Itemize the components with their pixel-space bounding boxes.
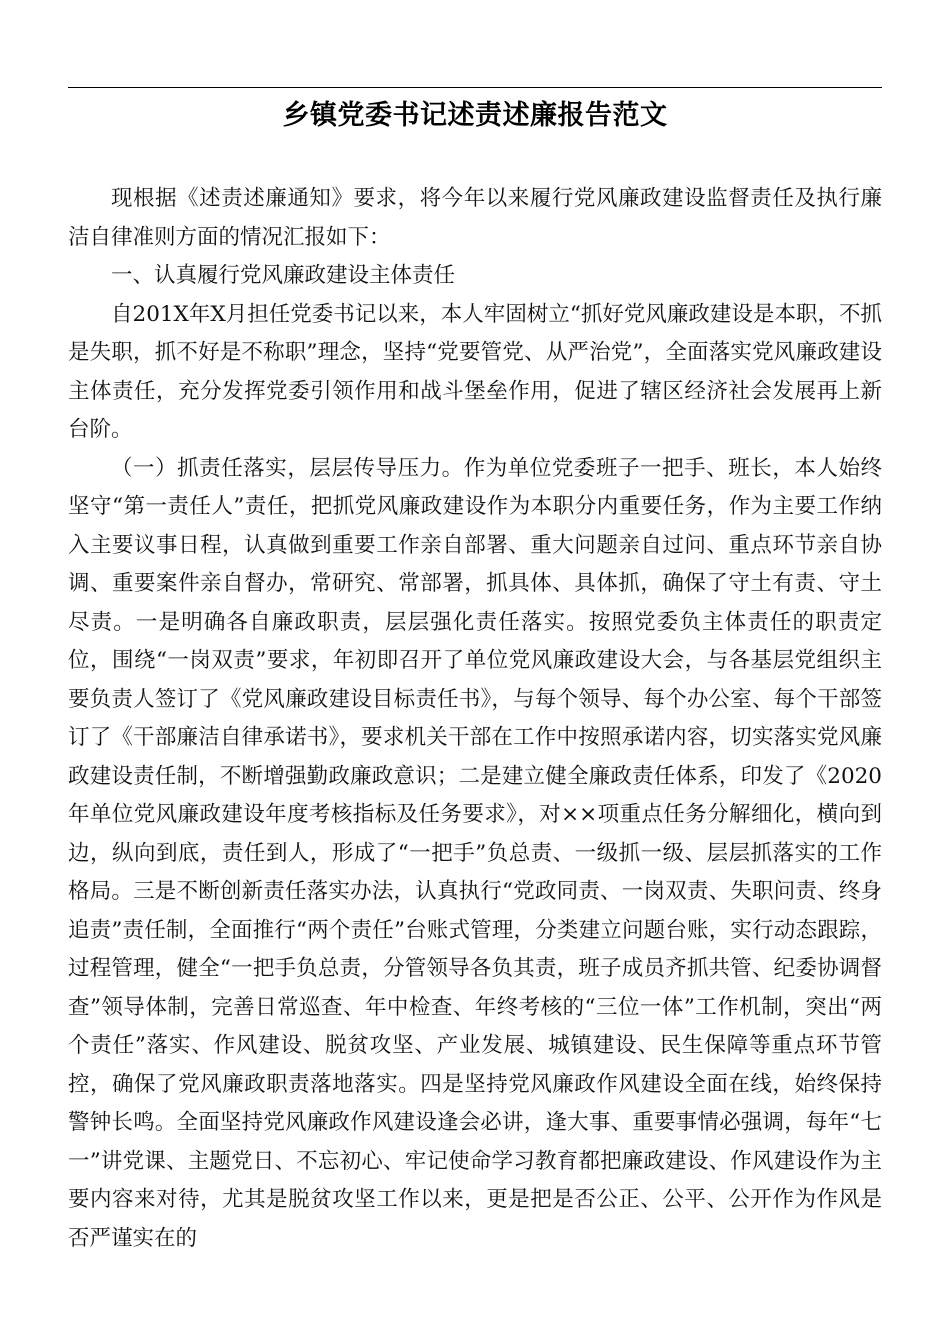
paragraph-responsibility: （一）抓责任落实，层层传导压力。作为单位党委班子一把手、班长，本人始终坚守“第一责任人”责任，把抓党风廉政建设作为本职分内重要任务，作为主要工作纳入主要议事日程，认真做到重要工作亲自部署、重大问题亲自过问、重点环节亲自协调、重要案件亲自督办，常研究、常部署，抓具体、具体抓，确保了守土有责、守土尽责。一是明确各自廉政职责，层层强化责任落实。按照党委负主体责任的职责定位，围绕“一岗双责”要求，年初即召开了单位党风廉政建设大会，与各基层党组织主要负责人签订了《党风廉政建设目标责任书》，与每个领导、每个办公室、每个干部签订了《干部廉洁自律承诺书》，要求机关干部在工作中按照承诺内容，切实落实党风廉政建设责任制，不断增强勤政廉政意识；二是建立健全廉政责任体系，印发了《2020年单位党风廉政建设年度考核指标及任务要求》，对××项重点任务分解细化，横向到边，纵向到底，责任到人，形成了“一把手”负总责、一级抓一级、层层抓落实的工作格局。三是不断创新责任落实办法，认真执行“党政同责、一岗双责、失职问责、终身追责”责任制，全面推行“两个责任”台账式管理，分类建立问题台账，实行动态跟踪，过程管理，健全“一把手负总责，分管领导各负其责，班子成员齐抓共管、纪委协调督查”领导体制，完善日常巡查、年中检查、年终考核的“三位一体”工作机制，突出“两个责任”落实、作风建设、脱贫攻坚、产业发展、城镇建设、民生保障等重点环节管控，确保了党风廉政职责落地落实。四是坚持党风廉政作风建设全面在线，始终保持警钟长鸣。全面坚持党风廉政作风建设逢会必讲，逢大事、重要事情必强调，每年“七一”讲党课、主题党日、不忘初心、牢记使命学习教育都把廉政建设、作风建设作为主要内容来对待，尤其是脱贫攻坚工作以来，更是把是否公正、公平、公开作为作风是否严谨实在的 (68, 455, 882, 1251)
section-heading: 一、认真履行党风廉政建设主体责任 (111, 263, 456, 288)
document-body (68, 180, 882, 1258)
document-title: 乡镇党委书记述责述廉报告范文 (282, 100, 668, 131)
header-rule (68, 87, 882, 88)
paragraph-intro: 现根据《述责述廉通知》要求，将今年以来履行党风廉政建设监督责任及执行廉洁自律准则方面的情况汇报如下： (68, 186, 882, 250)
paragraph-summary: 自201X年X月担任党委书记以来，本人牢固树立“抓好党风廉政建设是本职，不抓是失职，抓不好是不称职”理念，坚持“党要管党、从严治党”，全面落实党风廉政建设主体责任，充分发挥党委引领作用和战斗堡垒作用，促进了辖区经济社会发展再上新台阶。 (68, 301, 882, 442)
